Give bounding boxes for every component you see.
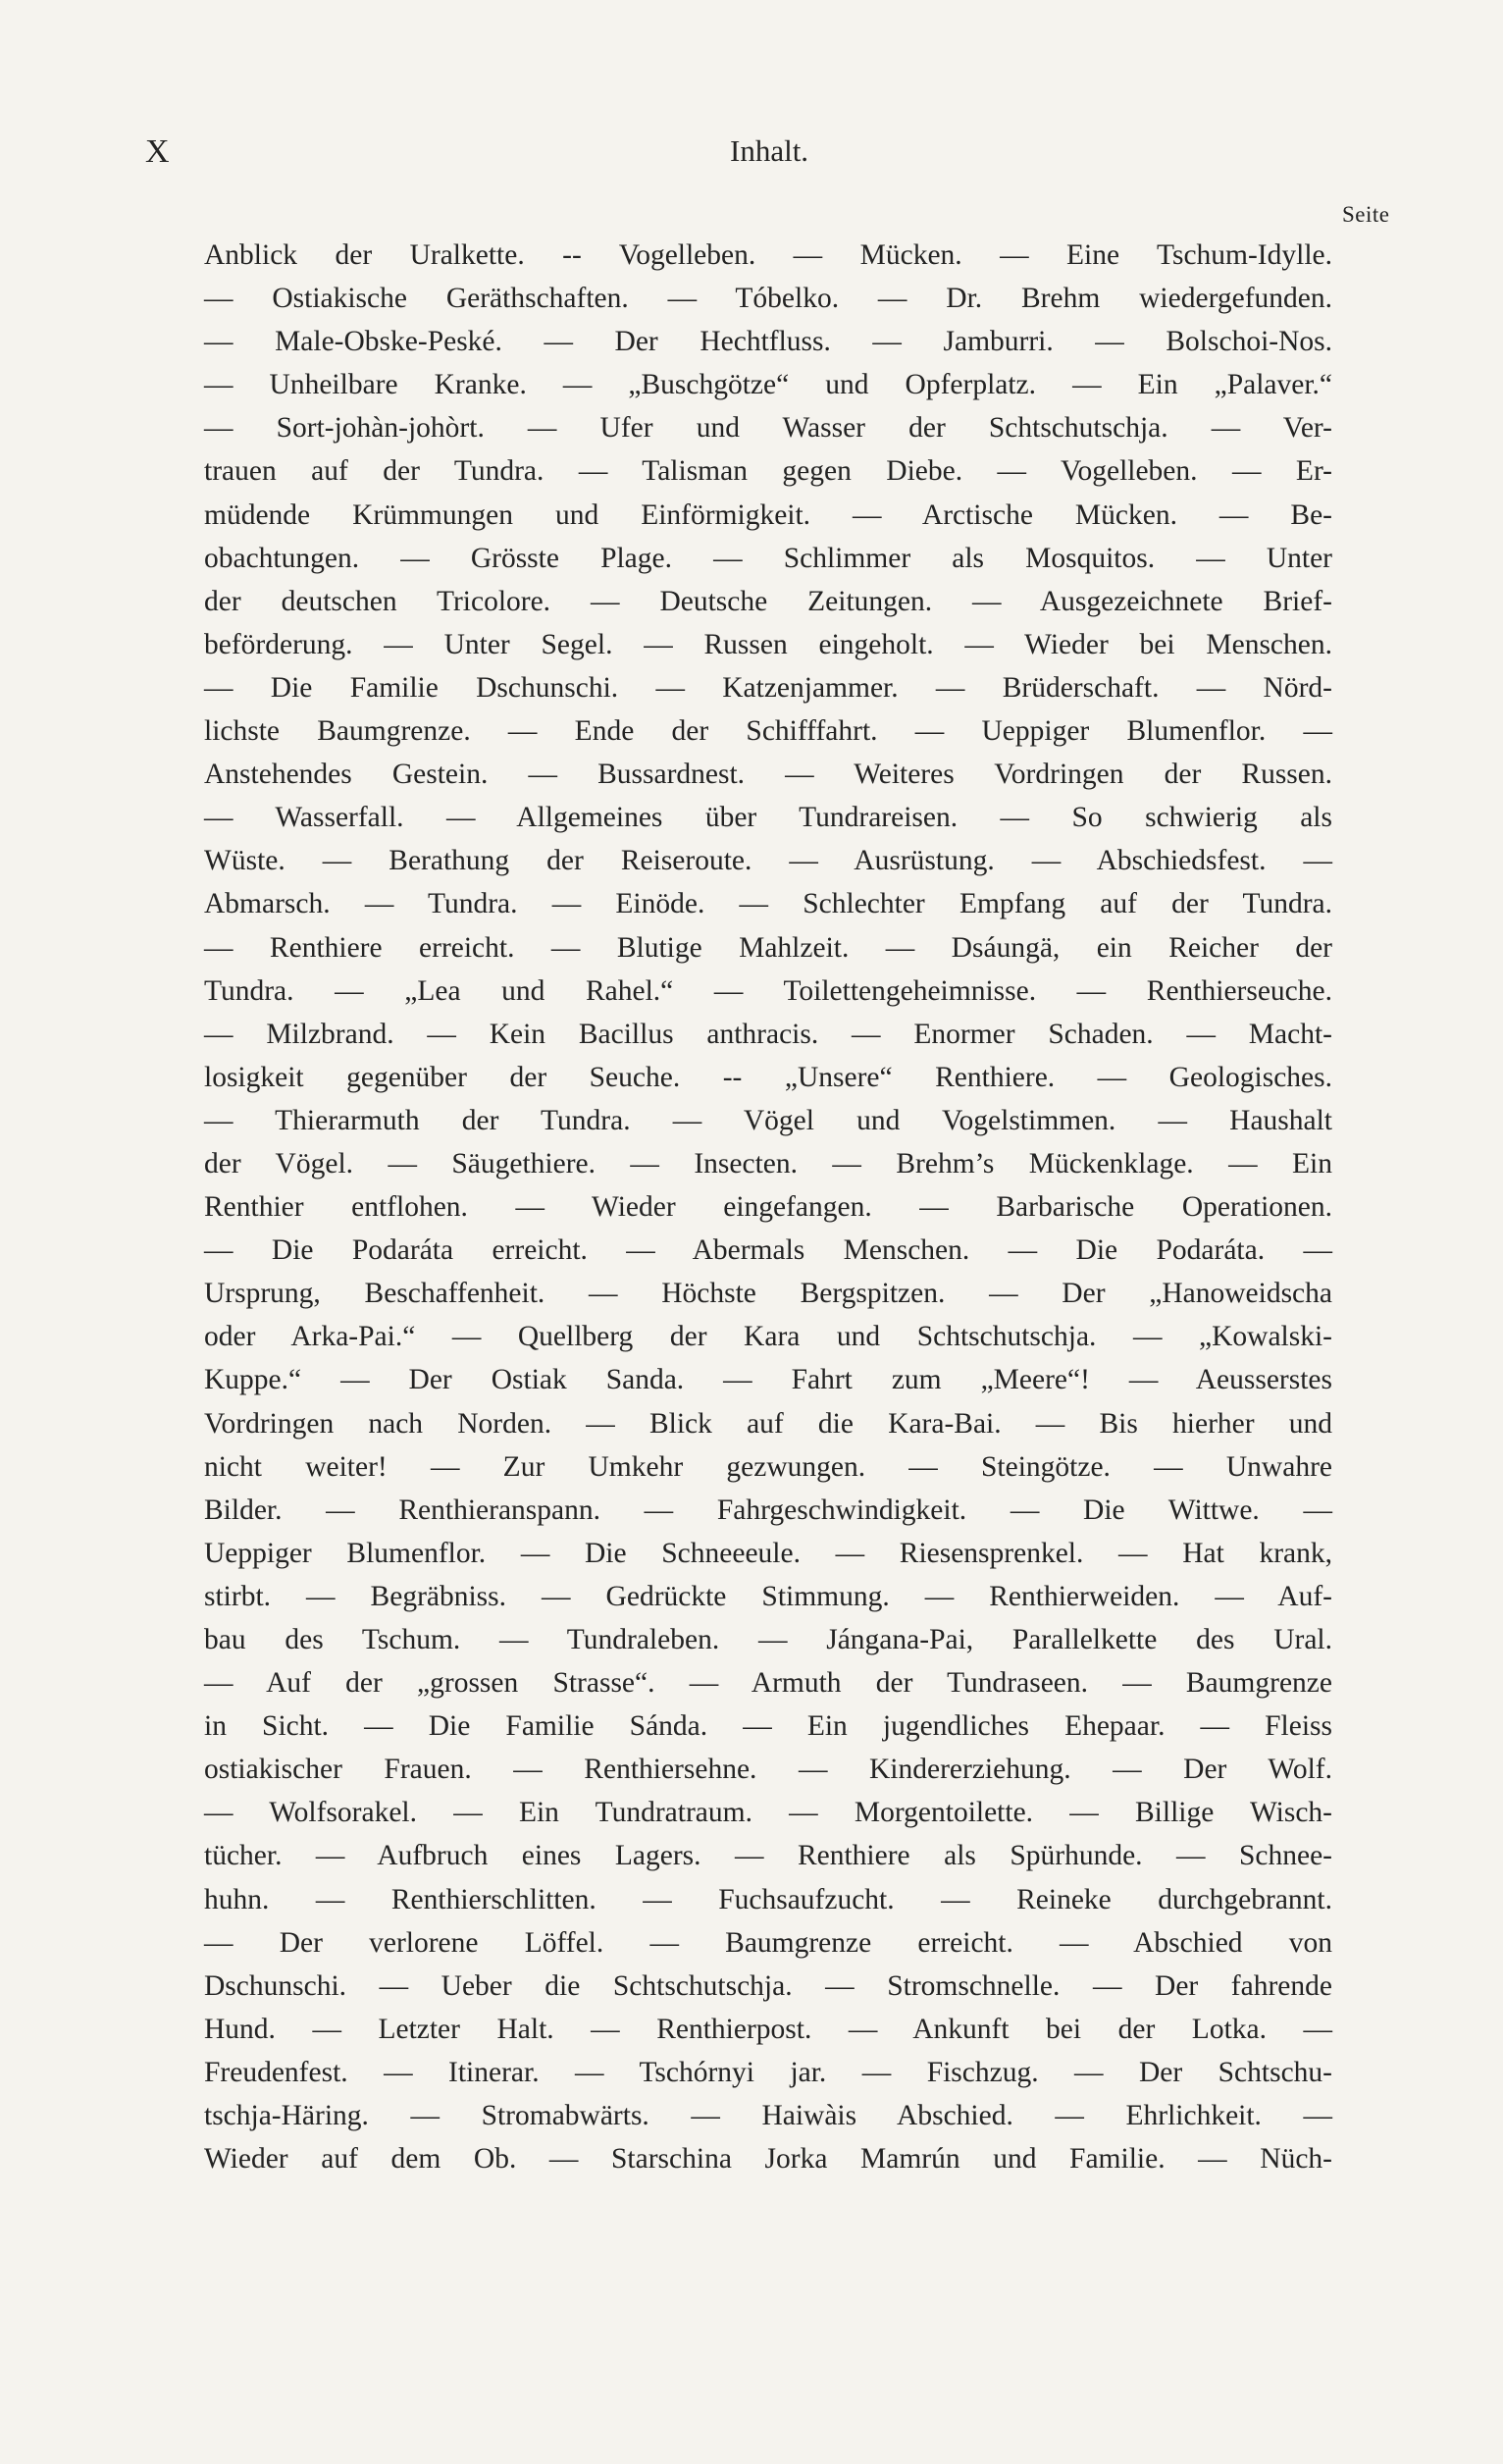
text-line: losigkeit gegenüber der Seuche. -- „Unsere“ Renthiere. — Geologisches.	[204, 1061, 1332, 1093]
text-line: Wieder auf dem Ob. — Starschina Jorka Mamrún und Familie. — Nüch-	[204, 2143, 1332, 2176]
seite-label: Seite	[1342, 202, 1390, 227]
running-head: Inhalt.	[730, 133, 809, 168]
text-line: bau des Tschum. — Tundraleben. — Jángana-Pai, Parallelkette des Ural.	[204, 1624, 1332, 1655]
page-number: X	[145, 133, 171, 170]
text-line: müdende Krümmungen und Einförmigkeit. — Arctische Mücken. — Be-	[204, 498, 1332, 531]
text-line: lichste Baumgrenze. — Ende der Schifffahrt. — Ueppiger Blumenflor. —	[204, 715, 1332, 748]
text-line: Wüste. — Berathung der Reiseroute. — Ausrüstung. — Abschiedsfest. —	[204, 845, 1332, 877]
text-line: Tundra. — „Lea und Rahel.“ — Toilettengeheimnisse. — Renthierseuche.	[204, 974, 1332, 1007]
text-line: — Sort-johàn-johòrt. — Ufer und Wasser der Schtschutschja. — Ver-	[204, 412, 1332, 445]
text-line: — Milzbrand. — Kein Bacillus anthracis. — Enormer Schaden. — Macht-	[204, 1018, 1332, 1050]
text-line: — Thierarmuth der Tundra. — Vögel und Vogelstimmen. — Haushalt	[204, 1104, 1332, 1136]
text-line: — Wasserfall. — Allgemeines über Tundrareisen. — So schwierig als	[204, 802, 1332, 834]
text-line: tschja-Häring. — Stromabwärts. — Haiwàis Abschied. — Ehrlichkeit. —	[204, 2100, 1332, 2132]
text-line: stirbt. — Begräbniss. — Gedrückte Stimmung. — Renthierweiden. — Auf-	[204, 1580, 1332, 1612]
text-line: Hund. — Letzter Halt. — Renthierpost. — Ankunft bei der Lotka. —	[204, 2013, 1332, 2045]
text-line: — Die Familie Dschunschi. — Katzenjammer. — Brüderschaft. — Nörd-	[204, 671, 1332, 704]
text-line: Renthier entflohen. — Wieder eingefangen. — Barbarische Operationen.	[204, 1191, 1332, 1224]
text-line: — Unheilbare Kranke. — „Buschgötze“ und Opferplatz. — Ein „Palaver.“	[204, 369, 1332, 401]
text-line: Kuppe.“ — Der Ostiak Sanda. — Fahrt zum „Meere“! — Aeusserstes	[204, 1364, 1332, 1396]
text-line: Anstehendes Gestein. — Bussardnest. — Weiteres Vordringen der Russen.	[204, 759, 1332, 791]
text-line: — Der verlorene Löffel. — Baumgrenze erreicht. — Abschied von	[204, 1926, 1332, 1959]
text-line: — Die Podaráta erreicht. — Abermals Menschen. — Die Podaráta. —	[204, 1234, 1332, 1267]
text-line: trauen auf der Tundra. — Talisman gegen Diebe. — Vogelleben. — Er-	[204, 455, 1332, 488]
text-line: ostiakischer Frauen. — Renthiersehne. — Kindererziehung. — Der Wolf.	[204, 1754, 1332, 1786]
text-line: oder Arka-Pai.“ — Quellberg der Kara und Schtschutschja. — „Kowalski-	[204, 1321, 1332, 1353]
text-line: Ueppiger Blumenflor. — Die Schneeeule. — Riesensprenkel. — Hat krank,	[204, 1537, 1332, 1569]
text-line: tücher. — Aufbruch eines Lagers. — Renthiere als Spürhunde. — Schnee-	[204, 1840, 1332, 1872]
text-line: — Male-Obske-Peské. — Der Hechtfluss. — Jamburri. — Bolschoi-Nos.	[204, 326, 1332, 358]
text-line: Freudenfest. — Itinerar. — Tschórnyi jar. — Fischzug. — Der Schtschu-	[204, 2056, 1332, 2088]
text-line: Ursprung, Beschaffenheit. — Höchste Bergspitzen. — Der „Hanoweidscha	[204, 1278, 1332, 1310]
text-line: Anblick der Uralkette. -- Vogelleben. — Mücken. — Eine Tschum-Idylle.	[204, 239, 1332, 271]
text-line: huhn. — Renthierschlitten. — Fuchsaufzucht. — Reineke durchgebrannt.	[204, 1883, 1332, 1915]
contents-text-block	[204, 234, 1332, 2180]
text-line: Vordringen nach Norden. — Blick auf die Kara-Bai. — Bis hierher und	[204, 1407, 1332, 1440]
text-line: beförderung. — Unter Segel. — Russen eingeholt. — Wieder bei Menschen.	[204, 628, 1332, 660]
text-line: Dschunschi. — Ueber die Schtschutschja. — Stromschnelle. — Der fahrende	[204, 1969, 1332, 2002]
text-line: Bilder. — Renthieranspann. — Fahrgeschwindigkeit. — Die Wittwe. —	[204, 1494, 1332, 1526]
text-line: — Ostiakische Geräthschaften. — Tóbelko. — Dr. Brehm wiedergefunden.	[204, 283, 1332, 315]
text-line: obachtungen. — Grösste Plage. — Schlimmer als Mosquitos. — Unter	[204, 542, 1332, 574]
text-line: nicht weiter! — Zur Umkehr gezwungen. — Steingötze. — Unwahre	[204, 1450, 1332, 1483]
text-line: der deutschen Tricolore. — Deutsche Zeitungen. — Ausgezeichnete Brief-	[204, 585, 1332, 617]
text-line: in Sicht. — Die Familie Sánda. — Ein jugendliches Ehepaar. — Fleiss	[204, 1710, 1332, 1743]
text-line: — Auf der „grossen Strasse“. — Armuth der Tundraseen. — Baumgrenze	[204, 1667, 1332, 1700]
text-line: — Wolfsorakel. — Ein Tundratraum. — Morgentoilette. — Billige Wisch-	[204, 1797, 1332, 1829]
text-line: Abmarsch. — Tundra. — Einöde. — Schlechter Empfang auf der Tundra.	[204, 888, 1332, 920]
text-line: der Vögel. — Säugethiere. — Insecten. — Brehm’s Mückenklage. — Ein	[204, 1147, 1332, 1180]
text-line: — Renthiere erreicht. — Blutige Mahlzeit. — Dsáungä, ein Reicher der	[204, 931, 1332, 964]
